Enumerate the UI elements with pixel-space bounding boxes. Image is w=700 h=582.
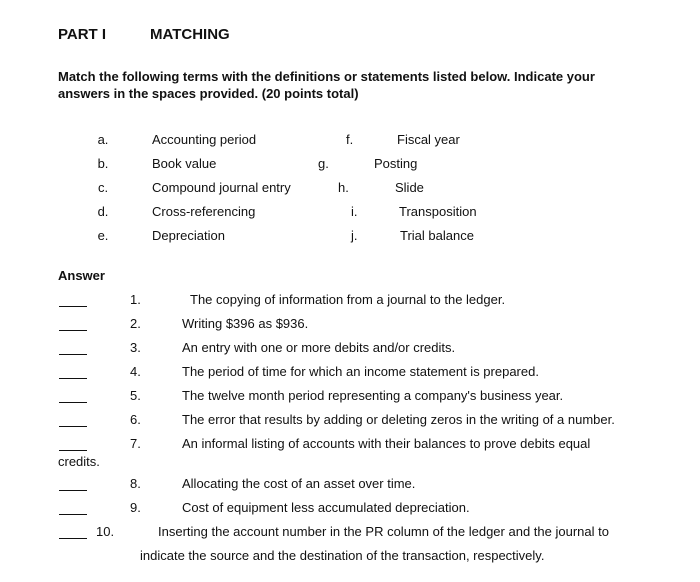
- definition-text: An informal listing of accounts with their balances to prove debits equal: [182, 436, 591, 451]
- definition-text: Cost of equipment less accumulated depreciation.: [182, 500, 470, 515]
- instructions-line-2: answers in the spaces provided. (20 points total): [58, 86, 359, 101]
- term-letter: a.: [97, 132, 109, 147]
- answer-blank-3[interactable]: [59, 354, 87, 355]
- answer-label: Answer: [58, 268, 105, 283]
- definition-text: The error that results by adding or deleting zeros in the writing of a number.: [182, 412, 615, 427]
- term-text: Cross-referencing: [152, 204, 256, 219]
- definition-text: Inserting the account number in the PR column of the ledger and the journal to: [158, 524, 609, 539]
- term-text: Transposition: [399, 204, 477, 219]
- definition-continuation: indicate the source and the destination of the transaction, respectively.: [140, 548, 545, 563]
- answer-blank-1[interactable]: [59, 306, 87, 307]
- answer-blank-6[interactable]: [59, 426, 87, 427]
- term-letter: g.: [318, 156, 329, 171]
- definition-text: The period of time for which an income statement is prepared.: [182, 364, 539, 379]
- part-label: PART I: [58, 26, 107, 43]
- term-letter: d.: [97, 204, 109, 219]
- term-text: Book value: [152, 156, 217, 171]
- term-letter: i.: [351, 204, 358, 219]
- definition-number: 9.: [130, 500, 141, 515]
- term-text: Compound journal entry: [152, 180, 291, 195]
- answer-blank-10[interactable]: [59, 538, 87, 539]
- definition-text: The copying of information from a journal to the ledger.: [190, 292, 506, 307]
- term-letter: h.: [338, 180, 349, 195]
- term-letter: e.: [97, 228, 109, 243]
- definition-number: 6.: [130, 412, 141, 427]
- term-letter: f.: [346, 132, 354, 147]
- definition-number: 7.: [130, 436, 141, 451]
- definition-number: 4.: [130, 364, 141, 379]
- term-letter: b.: [97, 156, 109, 171]
- page-title: MATCHING: [150, 26, 230, 43]
- answer-blank-4[interactable]: [59, 378, 87, 379]
- definition-text: Allocating the cost of an asset over time.: [182, 476, 416, 491]
- term-text: Fiscal year: [397, 132, 460, 147]
- term-text: Slide: [395, 180, 424, 195]
- definition-number: 8.: [130, 476, 141, 491]
- answer-blank-7[interactable]: [59, 450, 87, 451]
- definition-continuation: credits.: [58, 454, 100, 469]
- instructions-line-1: Match the following terms with the definitions or statements listed below. Indicate your: [58, 69, 595, 84]
- definition-number: 10.: [96, 524, 115, 539]
- term-text: Accounting period: [152, 132, 257, 147]
- definition-number: 1.: [130, 292, 141, 307]
- answer-blank-8[interactable]: [59, 490, 87, 491]
- answer-blank-9[interactable]: [59, 514, 87, 515]
- definition-text: Writing $396 as $936.: [182, 316, 309, 331]
- definition-number: 2.: [130, 316, 141, 331]
- term-letter: c.: [97, 180, 109, 195]
- term-text: Trial balance: [400, 228, 474, 243]
- definition-text: The twelve month period representing a company's business year.: [182, 388, 564, 403]
- term-text: Depreciation: [152, 228, 225, 243]
- definition-number: 5.: [130, 388, 141, 403]
- definition-text: An entry with one or more debits and/or credits.: [182, 340, 456, 355]
- term-text: Posting: [374, 156, 418, 171]
- definition-number: 3.: [130, 340, 141, 355]
- answer-blank-5[interactable]: [59, 402, 87, 403]
- answer-blank-2[interactable]: [59, 330, 87, 331]
- term-letter: j.: [351, 228, 358, 243]
